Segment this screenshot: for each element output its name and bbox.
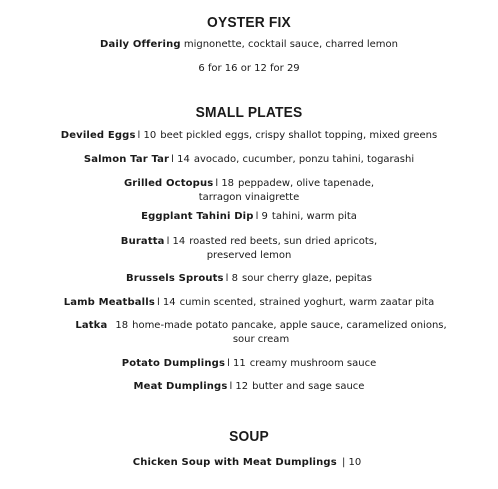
item-description: tahini, warm pita: [271, 211, 357, 222]
item-name: Chicken Soup with Meat Dumplings: [132, 457, 337, 468]
item-name: Daily Offering: [100, 39, 181, 50]
item-name: Lamb Meatballs: [63, 297, 155, 308]
item-price: l 14: [166, 236, 186, 247]
oyster-pricing: 6 for 16 or 12 for 29: [198, 63, 300, 74]
item-name: Salmon Tar Tar: [83, 154, 170, 165]
item-description-continued: tarragon vinaigrette: [198, 192, 300, 203]
item-description: mignonette, cocktail sauce, charred lemon: [183, 39, 398, 50]
item-name: Potato Dumplings: [121, 358, 226, 369]
menu-item-grilled-octopus: [0, 177, 498, 191]
item-name: Brussels Sprouts: [126, 273, 224, 284]
menu-item-potato-dumplings: [0, 357, 498, 371]
menu-item-lamb-meatballs: [0, 296, 498, 310]
item-description: avocado, cucumber, ponzu tahini, togarashi: [193, 154, 415, 165]
menu-item-latka: [12, 319, 498, 333]
item-price: l 14: [171, 154, 190, 165]
item-price: l 18: [215, 178, 235, 189]
item-price: l 12: [229, 381, 249, 392]
item-description: home-made potato pancake, apple sauce, caramelized onions,: [132, 320, 447, 331]
item-description: butter and sage sauce: [252, 381, 365, 392]
item-price: l 8: [225, 273, 238, 284]
item-name: Grilled Octopus: [123, 178, 214, 189]
item-description: sour cherry glaze, pepitas: [241, 273, 372, 284]
item-name: Deviled Eggs: [60, 130, 136, 141]
item-description: creamy mushroom sauce: [249, 358, 377, 369]
menu-item-buratta: [0, 235, 498, 249]
item-name: Buratta: [120, 236, 165, 247]
item-price: l 10: [137, 130, 157, 141]
section-title-oyster-fix: OYSTER FIX: [207, 14, 291, 31]
section-title-small-plates: SMALL PLATES: [195, 104, 303, 121]
item-price: 18: [115, 320, 129, 331]
menu-item-deviled-eggs: [0, 129, 498, 143]
menu-item-eggplant-tahini-dip: [0, 210, 498, 224]
item-name: Meat Dumplings: [133, 381, 228, 392]
item-description: beet pickled eggs, crispy shallot topping, mixed greens: [160, 130, 438, 141]
item-price: | 10: [342, 457, 362, 468]
item-description-continued: sour cream: [232, 334, 290, 345]
menu-item-daily-offering: [0, 38, 498, 52]
item-name: Latka: [75, 320, 108, 331]
section-title-soup: SOUP: [229, 428, 269, 445]
item-description: peppadew, olive tapenade,: [238, 178, 375, 189]
menu-item-brussels-sprouts: [0, 272, 498, 286]
item-description-continued: preserved lemon: [206, 250, 292, 261]
item-description: roasted red beets, sun dried apricots,: [189, 236, 378, 247]
menu-item-chicken-soup: [0, 456, 498, 470]
item-name: Eggplant Tahini Dip: [141, 211, 254, 222]
item-price: l 14: [156, 297, 176, 308]
menu-item-meat-dumplings: [0, 380, 498, 394]
item-price: l 11: [227, 358, 246, 369]
item-price: l 9: [255, 211, 268, 222]
item-description: cumin scented, strained yoghurt, warm zaatar pita: [179, 297, 435, 308]
menu-item-salmon-tar-tar: [0, 153, 498, 167]
